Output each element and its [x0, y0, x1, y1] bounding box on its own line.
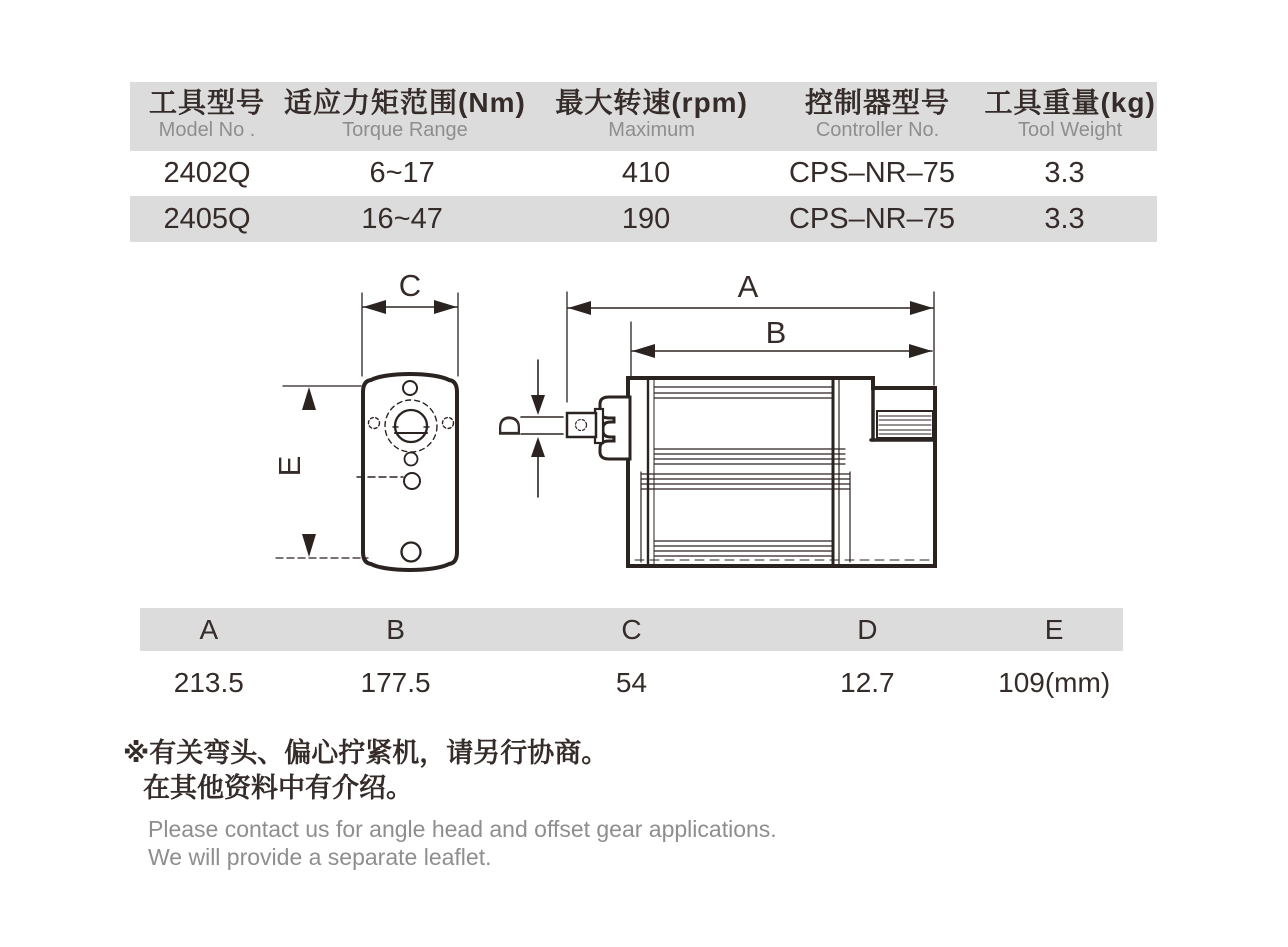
header-en-torque-range: Torque Range [342, 119, 468, 141]
dim-header-a: A [199, 613, 219, 645]
header-zh-max-speed: 最大转速(rpm) [555, 87, 748, 118]
d-arrow-down [531, 395, 545, 415]
dimension-drawing [260, 262, 960, 607]
front-plate-outline [363, 374, 457, 570]
dimension-table-value-row [140, 667, 1123, 699]
dimension-table [140, 608, 1123, 699]
dim-value-c: 54 [615, 667, 648, 698]
dimension-table-header-row [140, 608, 1123, 651]
note-zh-line2: 在其他资料中有介绍。 [143, 773, 413, 803]
cell-torque: 16~47 [361, 202, 443, 235]
dim-header-d: D [857, 613, 878, 645]
header-cell-max-speed [526, 82, 778, 151]
cell-controller: CPS–NR–75 [788, 157, 955, 189]
dim-header-b: B [386, 613, 405, 645]
spec-table [130, 82, 1157, 242]
footnotes [123, 736, 883, 871]
dim-label-e: E [272, 455, 307, 477]
d-arrow-up [531, 437, 545, 457]
note-en-line2: We will provide a separate leaflet. [148, 844, 492, 870]
dim-value-d: 12.7 [840, 667, 895, 698]
table-row [130, 196, 1157, 242]
dim-header-e: E [1044, 613, 1064, 645]
header-cell-model-no [130, 82, 284, 151]
cell-torque: 6~17 [369, 157, 435, 189]
dim-label-a: A [737, 269, 759, 304]
note-zh-line1: ※有关弯头、偏心拧紧机，请另行协商。 [123, 738, 609, 768]
header-en-max-speed: Maximum [608, 119, 695, 141]
dim-label-b: B [765, 315, 787, 350]
note-en-line1: Please contact us for angle head and offset gear applications. [148, 816, 777, 842]
body-outline [628, 378, 935, 566]
cell-weight: 3.3 [1044, 157, 1085, 189]
header-en-controller-no: Controller No. [815, 119, 940, 141]
e-arrow-up [302, 387, 316, 410]
cell-model: 2405Q [163, 202, 251, 235]
header-zh-tool-weight: 工具重量(kg) [984, 87, 1156, 118]
header-en-model-no: Model No . [158, 119, 256, 141]
cell-weight: 3.3 [1044, 202, 1085, 235]
spec-table-header-row [130, 82, 1157, 151]
cell-speed: 190 [621, 202, 671, 235]
dim-value-e: 109(mm) [998, 667, 1111, 698]
e-arrow-down [302, 534, 316, 557]
b-arrow-left [632, 344, 655, 358]
a-arrow-right [910, 301, 933, 315]
dim-label-c: C [398, 268, 422, 303]
cell-model: 2402Q [163, 157, 251, 189]
dim-value-b: 177.5 [360, 667, 431, 698]
header-zh-torque-range: 适应力矩范围(Nm) [284, 87, 526, 118]
square-drive-shaft [567, 413, 596, 437]
header-cell-torque-range [284, 82, 526, 151]
dim-value-a: 213.5 [173, 667, 244, 698]
header-zh-model-no: 工具型号 [149, 87, 266, 118]
cell-controller: CPS–NR–75 [788, 202, 955, 235]
dim-header-c: C [621, 613, 642, 645]
cell-speed: 410 [621, 157, 671, 189]
b-arrow-right [909, 344, 932, 358]
table-row [130, 151, 1157, 196]
a-arrow-left [568, 301, 591, 315]
header-cell-controller-no [777, 82, 977, 151]
dim-label-d: D [492, 414, 527, 438]
c-arrow-right [434, 300, 457, 314]
c-arrow-left [363, 300, 386, 314]
header-en-tool-weight: Tool Weight [1018, 119, 1123, 141]
header-cell-tool-weight [978, 82, 1163, 151]
collet-outline [600, 397, 630, 459]
header-zh-controller-no: 控制器型号 [805, 87, 951, 118]
